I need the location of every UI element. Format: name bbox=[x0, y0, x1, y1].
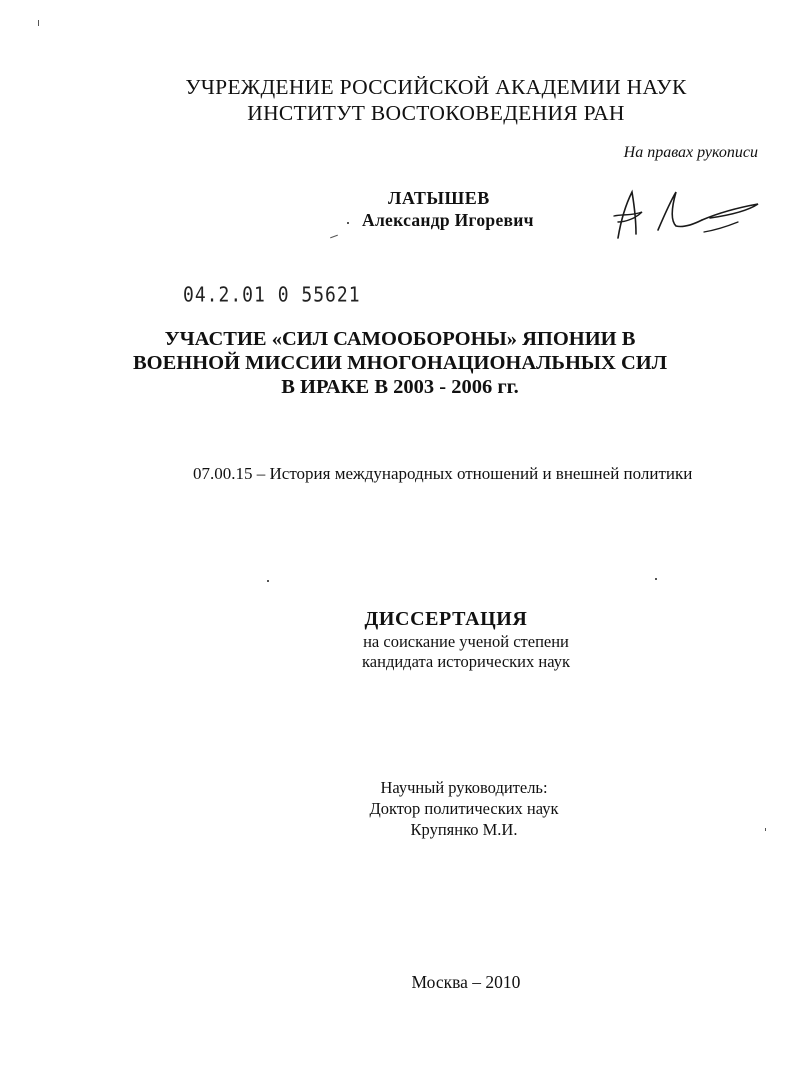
author-given-names: Александр Игоревич bbox=[362, 210, 534, 230]
institution-line-2: ИНСТИТУТ ВОСТОКОВЕДЕНИЯ РАН bbox=[247, 101, 625, 125]
author-signature bbox=[606, 186, 766, 246]
dissertation-title bbox=[0, 327, 792, 399]
dissertation-heading: ДИССЕРТАЦИЯ bbox=[364, 608, 528, 630]
title-line-3: В ИРАКЕ В 2003 - 2006 гг. bbox=[281, 376, 519, 398]
manuscript-note: На правах рукописи bbox=[623, 144, 758, 161]
author-surname: ЛАТЫШЕВ bbox=[388, 188, 490, 208]
scan-speck bbox=[330, 235, 338, 239]
supervisor-block bbox=[68, 777, 792, 840]
supervisor-name: Крупянко М.И. bbox=[410, 820, 518, 839]
dissertation-degree bbox=[70, 632, 792, 672]
scan-speck bbox=[347, 222, 349, 224]
registration-number: 04.2.01 0 55621 bbox=[183, 283, 361, 308]
degree-line-1: на соискание ученой степени bbox=[363, 632, 569, 651]
institution-line-1: УЧРЕЖДЕНИЕ РОССИЙСКОЙ АКАДЕМИИ НАУК bbox=[185, 75, 687, 99]
institution-header bbox=[40, 74, 792, 126]
supervisor-degree: Доктор политических наук bbox=[369, 799, 559, 818]
scan-speck bbox=[267, 580, 269, 582]
city-year: Москва – 2010 bbox=[411, 972, 521, 992]
title-line-1: УЧАСТИЕ «СИЛ САМООБОРОНЫ» ЯПОНИИ В bbox=[164, 328, 636, 350]
title-line-2: ВОЕННОЙ МИССИИ МНОГОНАЦИОНАЛЬНЫХ СИЛ bbox=[132, 352, 668, 374]
specialty-code: 07.00.15 – История международных отношений и внешней политики bbox=[193, 464, 693, 483]
degree-line-2: кандидата исторических наук bbox=[362, 652, 570, 671]
scan-speck bbox=[655, 578, 657, 580]
supervisor-label: Научный руководитель: bbox=[380, 778, 548, 797]
scan-speck bbox=[38, 20, 39, 26]
